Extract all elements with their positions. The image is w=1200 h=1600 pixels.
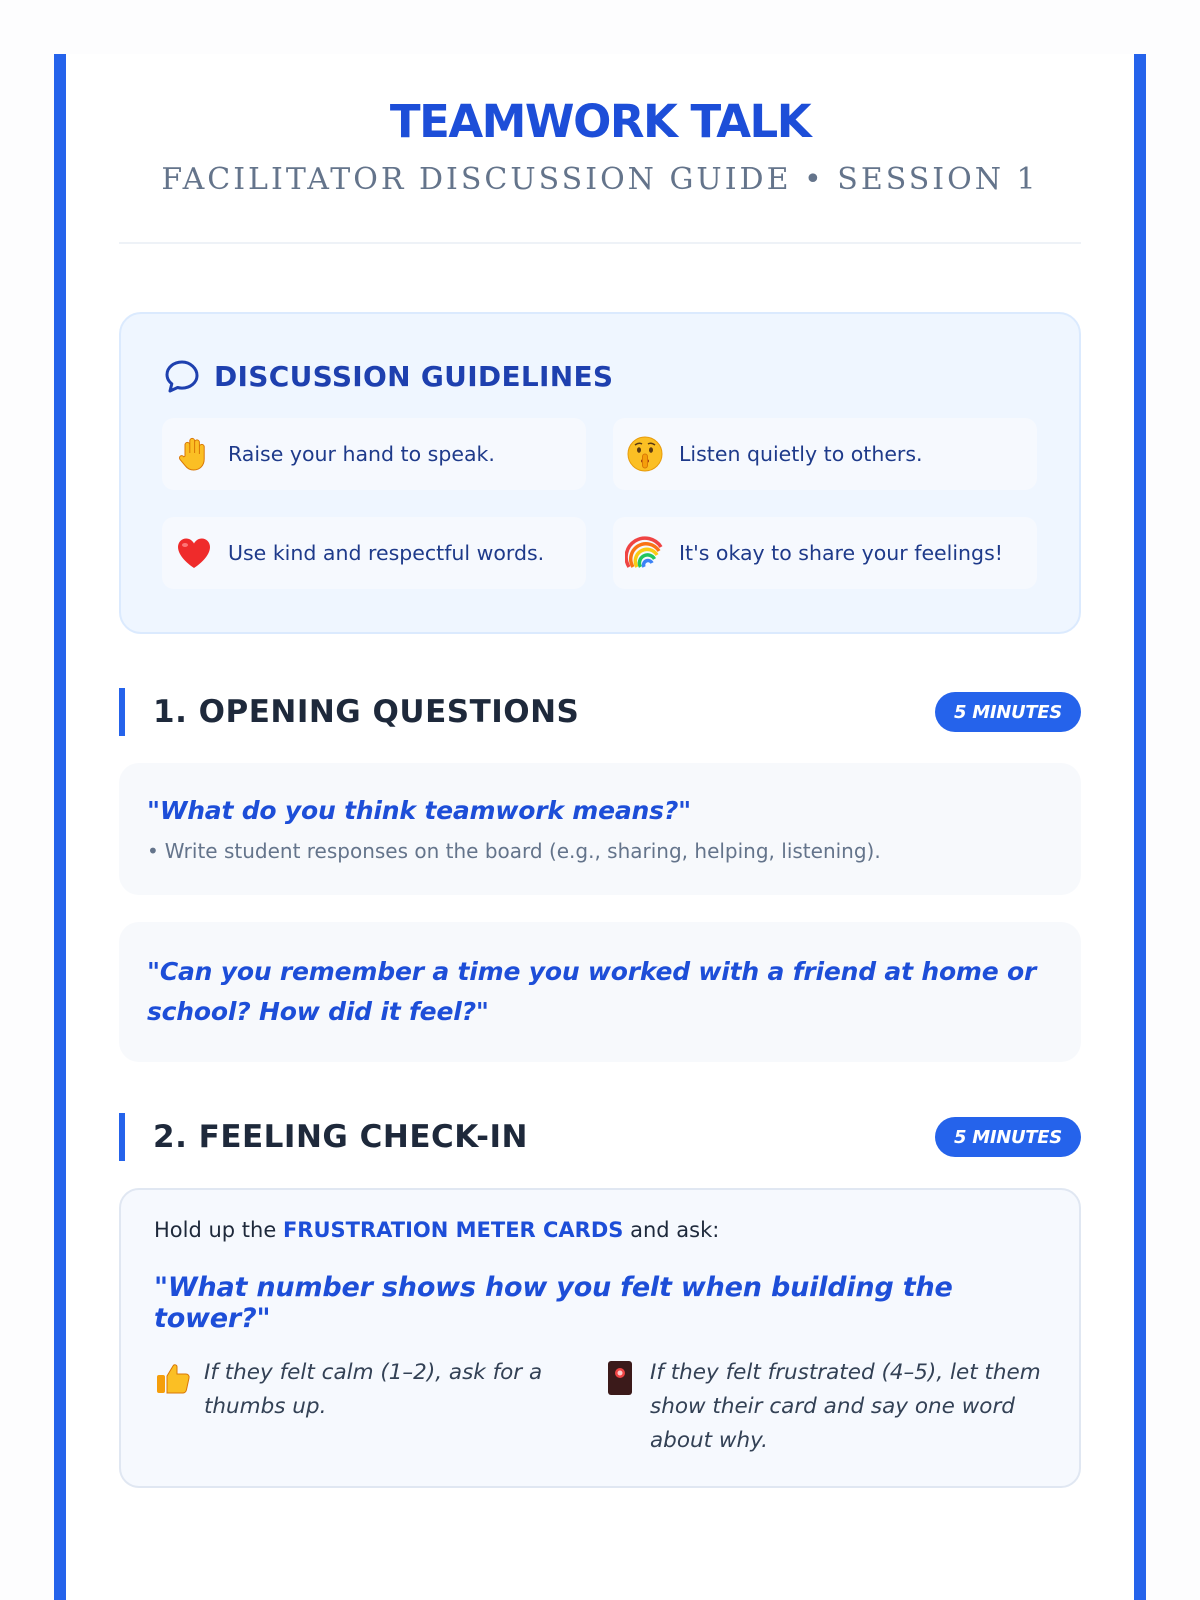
- guideline-item: [162, 418, 586, 490]
- shushing-face-icon: [625, 434, 665, 474]
- guideline-text: Use kind and respectful words.: [228, 541, 545, 565]
- case-text: If they felt calm (1–2), ask for a thumbs up.: [204, 1360, 543, 1419]
- title-divider: [119, 242, 1081, 244]
- raised-hand-icon: [174, 434, 214, 474]
- page-title: TEAMWORK TALK: [389, 95, 811, 148]
- response-case: [154, 1356, 600, 1458]
- instruction-highlight: FRUSTRATION METER CARDS: [282, 1218, 624, 1242]
- guideline-text: It's okay to share your feelings!: [679, 541, 1003, 565]
- guidelines-grid: [162, 418, 1038, 589]
- instruction-suffix: and ask:: [623, 1218, 720, 1242]
- thumbs-up-icon: [154, 1358, 194, 1398]
- guideline-item: [613, 418, 1037, 490]
- duration-badge: 5 MINUTES: [935, 1117, 1081, 1157]
- note-text: Write student responses on the board (e.g., sharing, helping, listening).: [164, 839, 881, 863]
- section-title: 1. OPENING QUESTIONS: [153, 694, 580, 730]
- response-case: [600, 1356, 1046, 1458]
- guideline-item: [162, 517, 586, 589]
- document-page: [54, 54, 1146, 1600]
- facilitator-note: [147, 839, 1053, 863]
- bullet: •: [147, 839, 159, 863]
- speech-bubble-icon: [162, 356, 202, 396]
- page-subtitle: FACILITATOR DISCUSSION GUIDE • SESSION 1: [161, 162, 1039, 197]
- guideline-item: [613, 517, 1037, 589]
- rainbow-icon: [625, 533, 665, 573]
- instruction-prefix: Hold up the: [154, 1218, 283, 1242]
- question-card: [119, 922, 1081, 1062]
- question-text: "Can you remember a time you worked with a friend at home or school? How did it feel?": [147, 957, 1037, 1026]
- section-title: 2. FEELING CHECK-IN: [153, 1119, 528, 1155]
- guideline-text: Listen quietly to others.: [679, 442, 923, 466]
- stop-card-icon: [600, 1358, 640, 1398]
- section-header-feeling-check-in: [119, 1113, 1081, 1161]
- guideline-text: Raise your hand to speak.: [228, 442, 495, 466]
- red-heart-icon: [174, 533, 214, 573]
- discussion-guidelines-card: [119, 312, 1081, 634]
- feeling-check-in-card: [119, 1188, 1081, 1488]
- check-in-instruction: [154, 1218, 1046, 1242]
- question-text: "What do you think teamwork means?": [147, 796, 691, 825]
- check-in-question: "What number shows how you felt when building the tower?": [154, 1272, 953, 1334]
- duration-badge: 5 MINUTES: [935, 692, 1081, 732]
- case-text: If they felt frustrated (4–5), let them show their card and say one word about why.: [650, 1360, 1041, 1453]
- document-content: [119, 54, 1081, 1488]
- question-card: [119, 763, 1081, 895]
- guidelines-title: DISCUSSION GUIDELINES: [214, 359, 614, 393]
- section-header-opening-questions: [119, 688, 1081, 736]
- response-cases: [154, 1356, 1046, 1458]
- guidelines-header: [162, 354, 1038, 398]
